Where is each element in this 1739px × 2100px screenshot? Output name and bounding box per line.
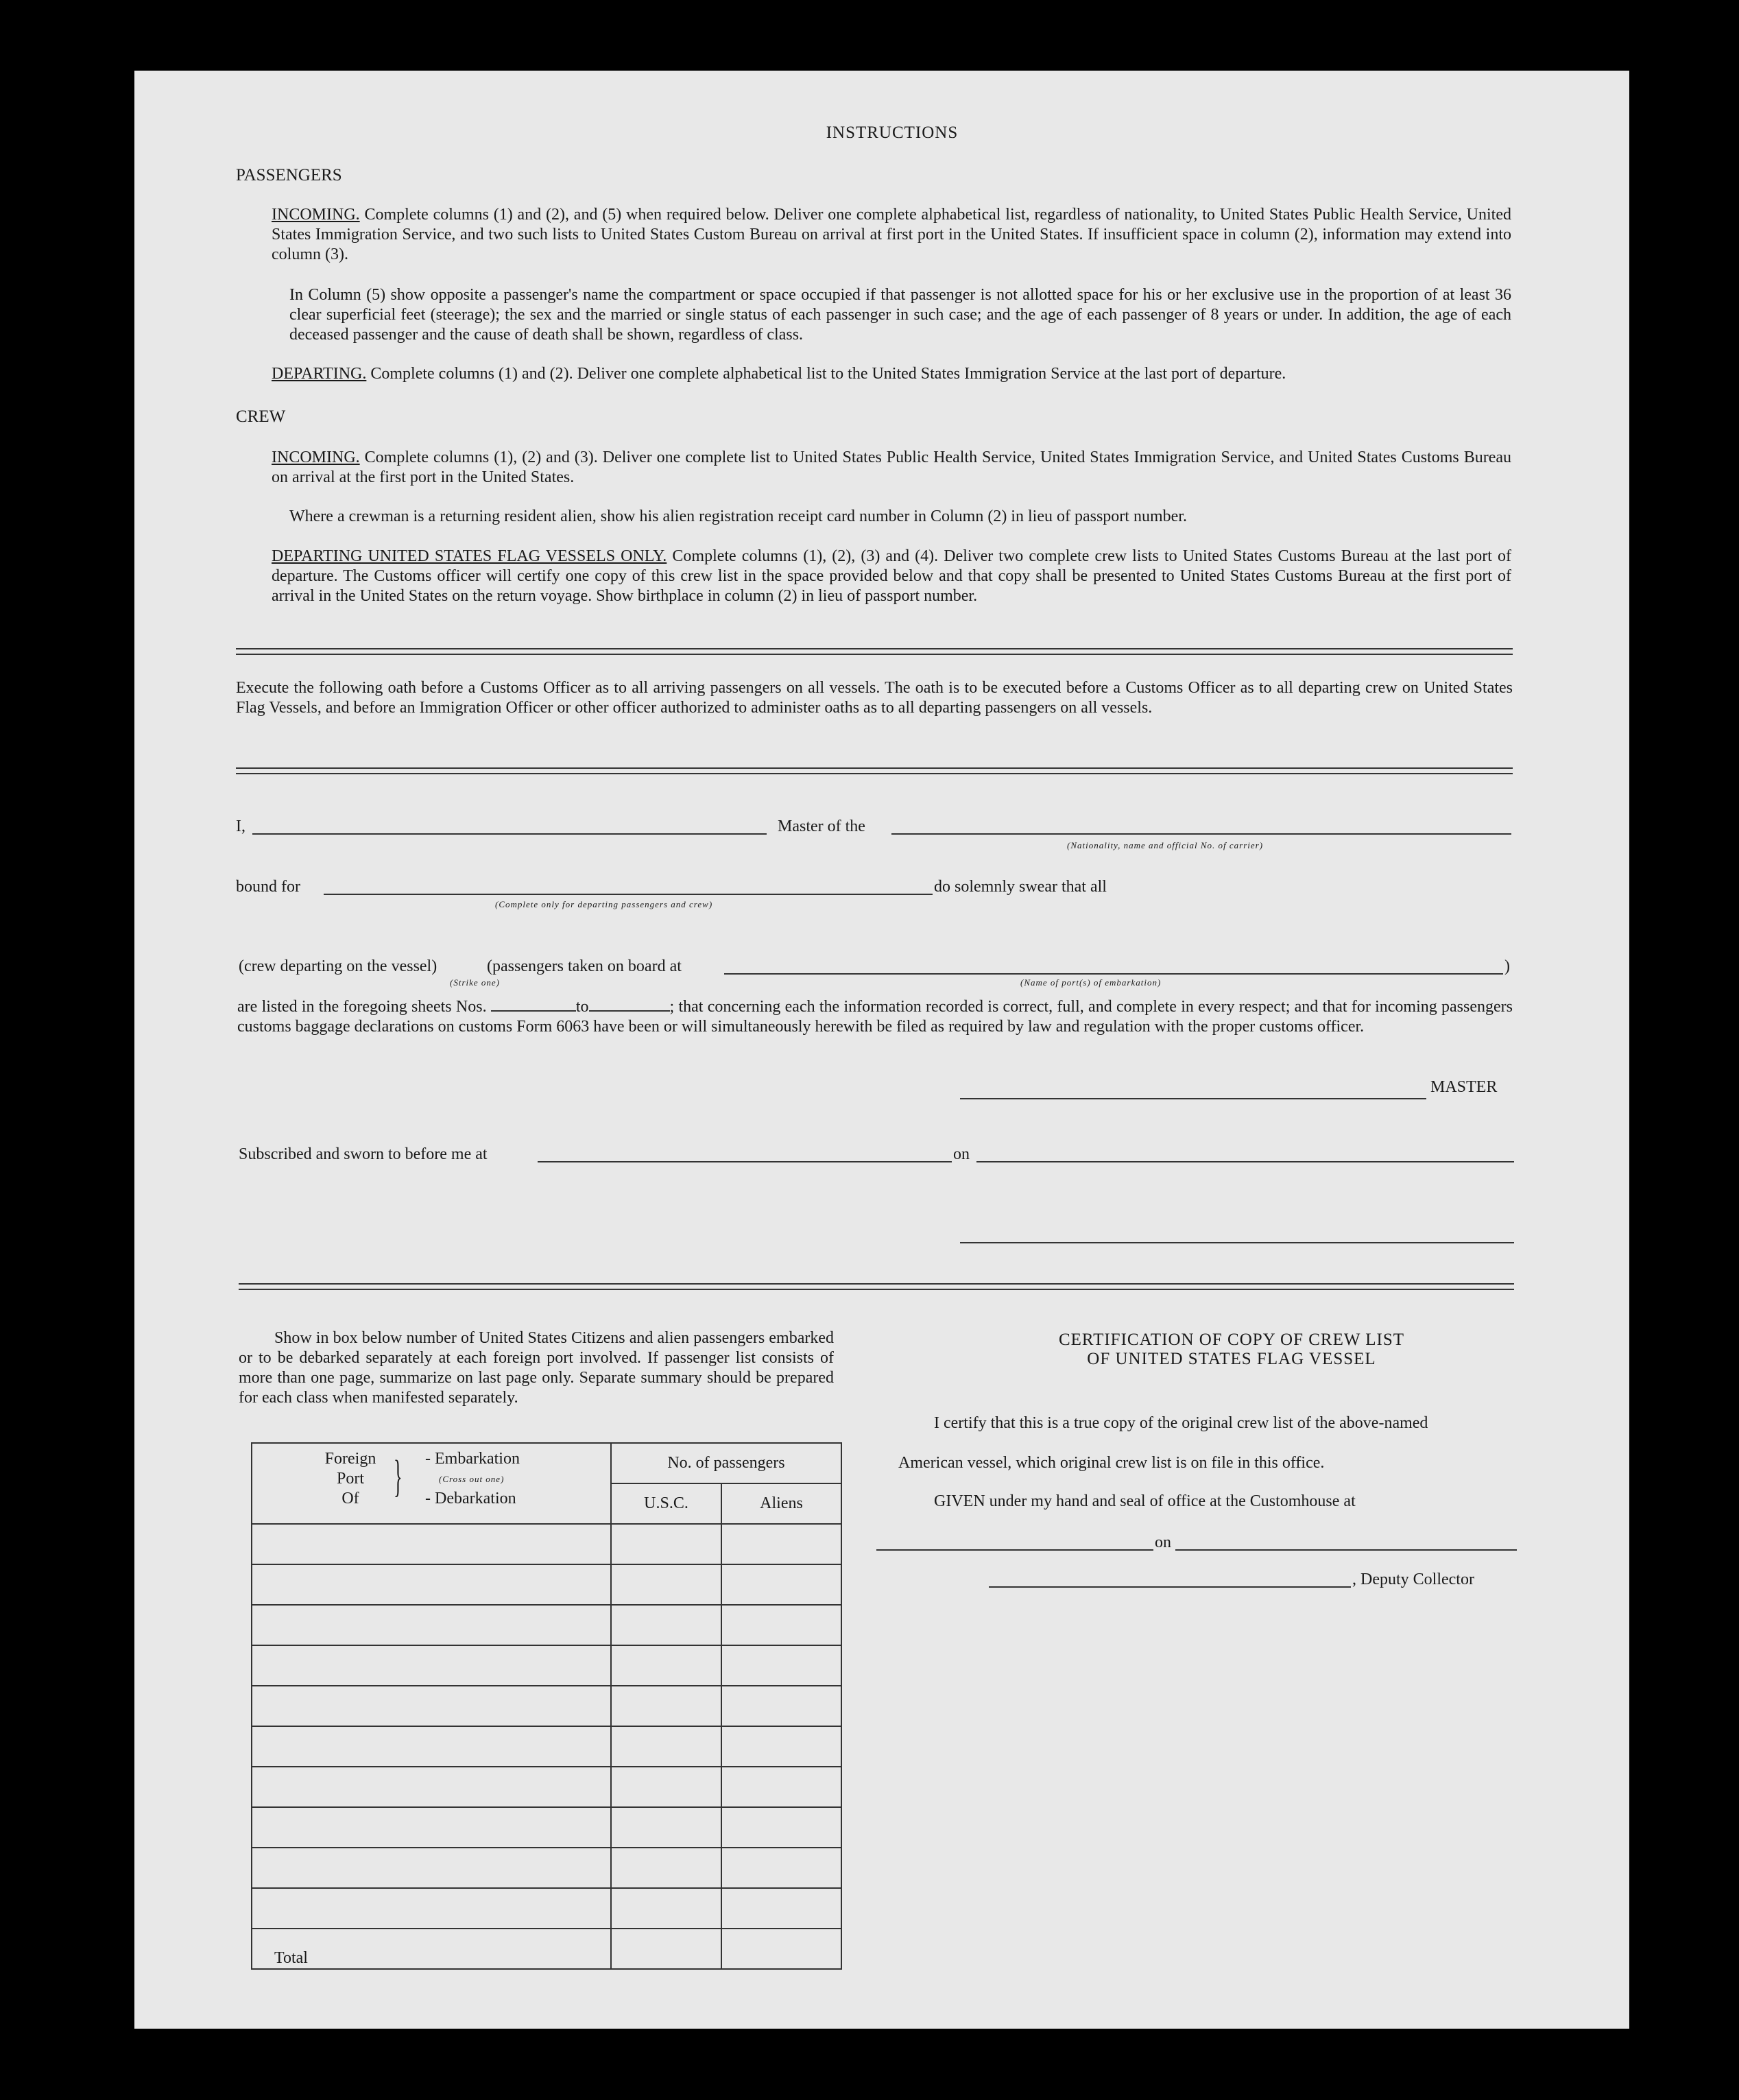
cross-out-label: (Cross out one) (439, 1474, 505, 1484)
passengers-heading: PASSENGERS (236, 166, 342, 184)
certification-line3: GIVEN under my hand and seal of office at the Customhouse at (934, 1492, 1356, 1510)
customhouse-field[interactable] (876, 1549, 1153, 1551)
officer-signature-field[interactable] (960, 1242, 1514, 1243)
oath-instruction: Execute the following oath before a Customs Officer as to all arriving passengers on all vessels. The oath is to be executed before a Customs Officer as to all departing crew on United States Flag Vessels, and before an Immigration Officer or other officer authorized to administer oaths as to all departing passengers on all vessels. (236, 679, 1513, 717)
master-of-the-label: Master of the (778, 818, 865, 835)
passengers-taken-option: (passengers taken on board at (487, 957, 682, 975)
total-row (252, 1929, 841, 1969)
sheet-to-field[interactable] (589, 997, 670, 1012)
table-row (252, 1888, 841, 1929)
subscribed-label: Subscribed and sworn to before me at (239, 1145, 488, 1163)
certification-title-line2: OF UNITED STATES FLAG VESSEL (1087, 1350, 1376, 1368)
nationality-caption: (Nationality, name and official No. of carrier) (1067, 840, 1264, 850)
usc-cell[interactable] (611, 1848, 721, 1888)
divider-3 (239, 1283, 1514, 1290)
embarkation-port-field[interactable] (724, 973, 1503, 975)
divider-2 (236, 767, 1513, 774)
certification-date-field[interactable] (1175, 1549, 1517, 1551)
swear-label: do solemnly swear that all (934, 878, 1107, 896)
bound-caption: (Complete only for departing passengers and crew) (495, 899, 713, 909)
port-cell[interactable] (252, 1888, 611, 1929)
page-title: INSTRUCTIONS (826, 123, 959, 142)
bound-for-field[interactable] (324, 894, 933, 895)
certification-line2: American vessel, which original crew list is on file in this office. (898, 1454, 1325, 1472)
table-row (252, 1605, 841, 1645)
aliens-cell[interactable] (721, 1605, 841, 1645)
aliens-cell[interactable] (721, 1564, 841, 1605)
port-cell[interactable] (252, 1726, 611, 1767)
passengers-incoming-paragraph (272, 205, 1511, 265)
usc-total-cell[interactable] (611, 1929, 721, 1969)
brace-icon: } (394, 1451, 403, 1501)
passengers-departing-paragraph (272, 364, 1511, 384)
total-label: Total (252, 1929, 611, 1969)
passengers-departing-label: DEPARTING. (272, 365, 367, 383)
usc-cell[interactable] (611, 1524, 721, 1564)
table-header-row (252, 1443, 841, 1483)
usc-cell[interactable] (611, 1767, 721, 1807)
aliens-cell[interactable] (721, 1848, 841, 1888)
table-row (252, 1645, 841, 1686)
usc-cell[interactable] (611, 1726, 721, 1767)
usc-header: U.S.C. (611, 1483, 721, 1524)
certification-title-line1: CERTIFICATION OF COPY OF CREW LIST (1058, 1331, 1405, 1349)
aliens-cell[interactable] (721, 1888, 841, 1929)
crew-incoming-text: Complete columns (1), (2) and (3). Deliver one complete list to United States Public Health Service, United States Immigration Service, and United States Customs Bureau on arrival at the first port in the United States. (272, 449, 1512, 486)
port-cell[interactable] (252, 1848, 611, 1888)
aliens-cell[interactable] (721, 1726, 841, 1767)
table-row (252, 1726, 841, 1767)
form-page (134, 71, 1629, 2029)
port-cell[interactable] (252, 1524, 611, 1564)
debarkation-label: - Debarkation (425, 1490, 516, 1507)
summary-instruction: Show in box below number of United States Citizens and alien passengers embarked or to be debarked separately at each foreign port involved. If passenger list consists of more than one page, summarize on last page only. Separate summary should be prepared for each class when manifested separately. (239, 1329, 834, 1407)
aliens-total-cell[interactable] (721, 1929, 841, 1969)
table-row (252, 1767, 841, 1807)
passengers-departing-text: Complete columns (1) and (2). Deliver one complete alphabetical list to the United States Immigration Service at the last port of departure. (370, 365, 1286, 383)
certification-on-label: on (1155, 1534, 1171, 1551)
passengers-column5-paragraph: In Column (5) show opposite a passenger's name the compartment or space occupied if that passenger is not allotted space for his or her exclusive use in the proportion of at least 36 clear superficial feet (steerage); the sex and the married or single status of each passenger in such case; and the age of each passenger of 8 years or under. In addition, the age of each deceased passenger and the cause of death shall be shown, regardless of class. (289, 286, 1511, 344)
close-paren: ) (1504, 957, 1510, 975)
foreign-port-header (252, 1443, 611, 1524)
foreign-label: Foreign (324, 1450, 376, 1468)
usc-cell[interactable] (611, 1645, 721, 1686)
port-cell[interactable] (252, 1807, 611, 1848)
bound-for-label: bound for (236, 878, 300, 896)
table-row (252, 1807, 841, 1848)
aliens-cell[interactable] (721, 1524, 841, 1564)
master-name-field[interactable] (252, 833, 767, 835)
port-cell[interactable] (252, 1605, 611, 1645)
usc-cell[interactable] (611, 1807, 721, 1848)
crew-incoming-paragraph (272, 448, 1511, 488)
crew-departing-option: (crew departing on the vessel) (239, 957, 437, 975)
listed-prefix: are listed in the foregoing sheets Nos. (237, 998, 487, 1016)
carrier-field[interactable] (891, 833, 1511, 835)
embarkation-label: - Embarkation (425, 1450, 520, 1468)
aliens-header: Aliens (721, 1483, 841, 1524)
oath-i-label: I, (236, 818, 245, 835)
deputy-collector-signature-field[interactable] (989, 1586, 1351, 1588)
divider-1 (236, 648, 1513, 655)
master-signature-label: MASTER (1430, 1078, 1498, 1096)
port-cell[interactable] (252, 1686, 611, 1726)
crew-heading: CREW (236, 407, 286, 426)
of-label: Of (341, 1490, 359, 1507)
table-row (252, 1686, 841, 1726)
aliens-cell[interactable] (721, 1807, 841, 1848)
to-label: to (575, 998, 589, 1016)
certification-line1: I certify that this is a true copy of the original crew list of the above-named (934, 1414, 1428, 1432)
table-row (252, 1564, 841, 1605)
port-cell[interactable] (252, 1645, 611, 1686)
port-cell[interactable] (252, 1564, 611, 1605)
sworn-place-field[interactable] (538, 1161, 952, 1162)
ports-caption: (Name of port(s) of embarkation) (1020, 977, 1162, 988)
crew-alien-paragraph: Where a crewman is a returning resident alien, show his alien registration receipt card number in Column (2) in lieu of passport number. (289, 508, 1187, 525)
usc-cell[interactable] (611, 1888, 721, 1929)
no-of-passengers-header: No. of passengers (611, 1443, 841, 1483)
passengers-incoming-text: Complete columns (1) and (2), and (5) when required below. Deliver one complete alphabetical list, regardless of nationality, to United States Public Health Service, United States Immigration Service, and two such lists to United States Custom Bureau on arrival at first port in the United States. If insufficient space in column (2), information may extend into column (3). (272, 206, 1511, 263)
crew-departing-paragraph (272, 547, 1511, 606)
usc-cell[interactable] (611, 1686, 721, 1726)
aliens-cell[interactable] (721, 1686, 841, 1726)
port-label: Port (336, 1470, 364, 1488)
passenger-summary-table (251, 1442, 842, 1970)
master-signature-field[interactable] (960, 1098, 1426, 1099)
passengers-incoming-label: INCOMING. (272, 206, 360, 224)
table-row (252, 1848, 841, 1888)
deputy-collector-label: , Deputy Collector (1352, 1571, 1474, 1588)
aliens-cell[interactable] (721, 1645, 841, 1686)
strike-one-caption: (Strike one) (450, 977, 501, 988)
port-cell[interactable] (252, 1767, 611, 1807)
crew-departing-label: DEPARTING UNITED STATES FLAG VESSELS ONLY. (272, 547, 667, 565)
aliens-cell[interactable] (721, 1767, 841, 1807)
table-row (252, 1524, 841, 1564)
sworn-on-label: on (953, 1145, 970, 1163)
sworn-date-field[interactable] (976, 1161, 1514, 1162)
usc-cell[interactable] (611, 1564, 721, 1605)
listed-paragraph (237, 997, 1513, 1037)
usc-cell[interactable] (611, 1605, 721, 1645)
crew-departing-text: Complete columns (1), (2), (3) and (4). Deliver two complete crew lists to United States Customs Bureau at the last port of departure. The Customs officer will certify one copy of this crew list in the space provided below and that copy shall be presented to United States Customs Bureau at the first port of arrival in the United States on the return voyage. Show birthplace in column (2) in lieu of passport number. (272, 547, 1512, 605)
sheet-from-field[interactable] (491, 997, 576, 1012)
crew-incoming-label: INCOMING. (272, 449, 360, 466)
listed-text: ; that concerning each the information recorded is correct, full, and complete in every respect; and that for incoming passengers customs baggage declarations on customs Form 6063 have been or will simultaneously herewith be filed as required by law and regulation with the proper customs officer. (237, 998, 1513, 1036)
